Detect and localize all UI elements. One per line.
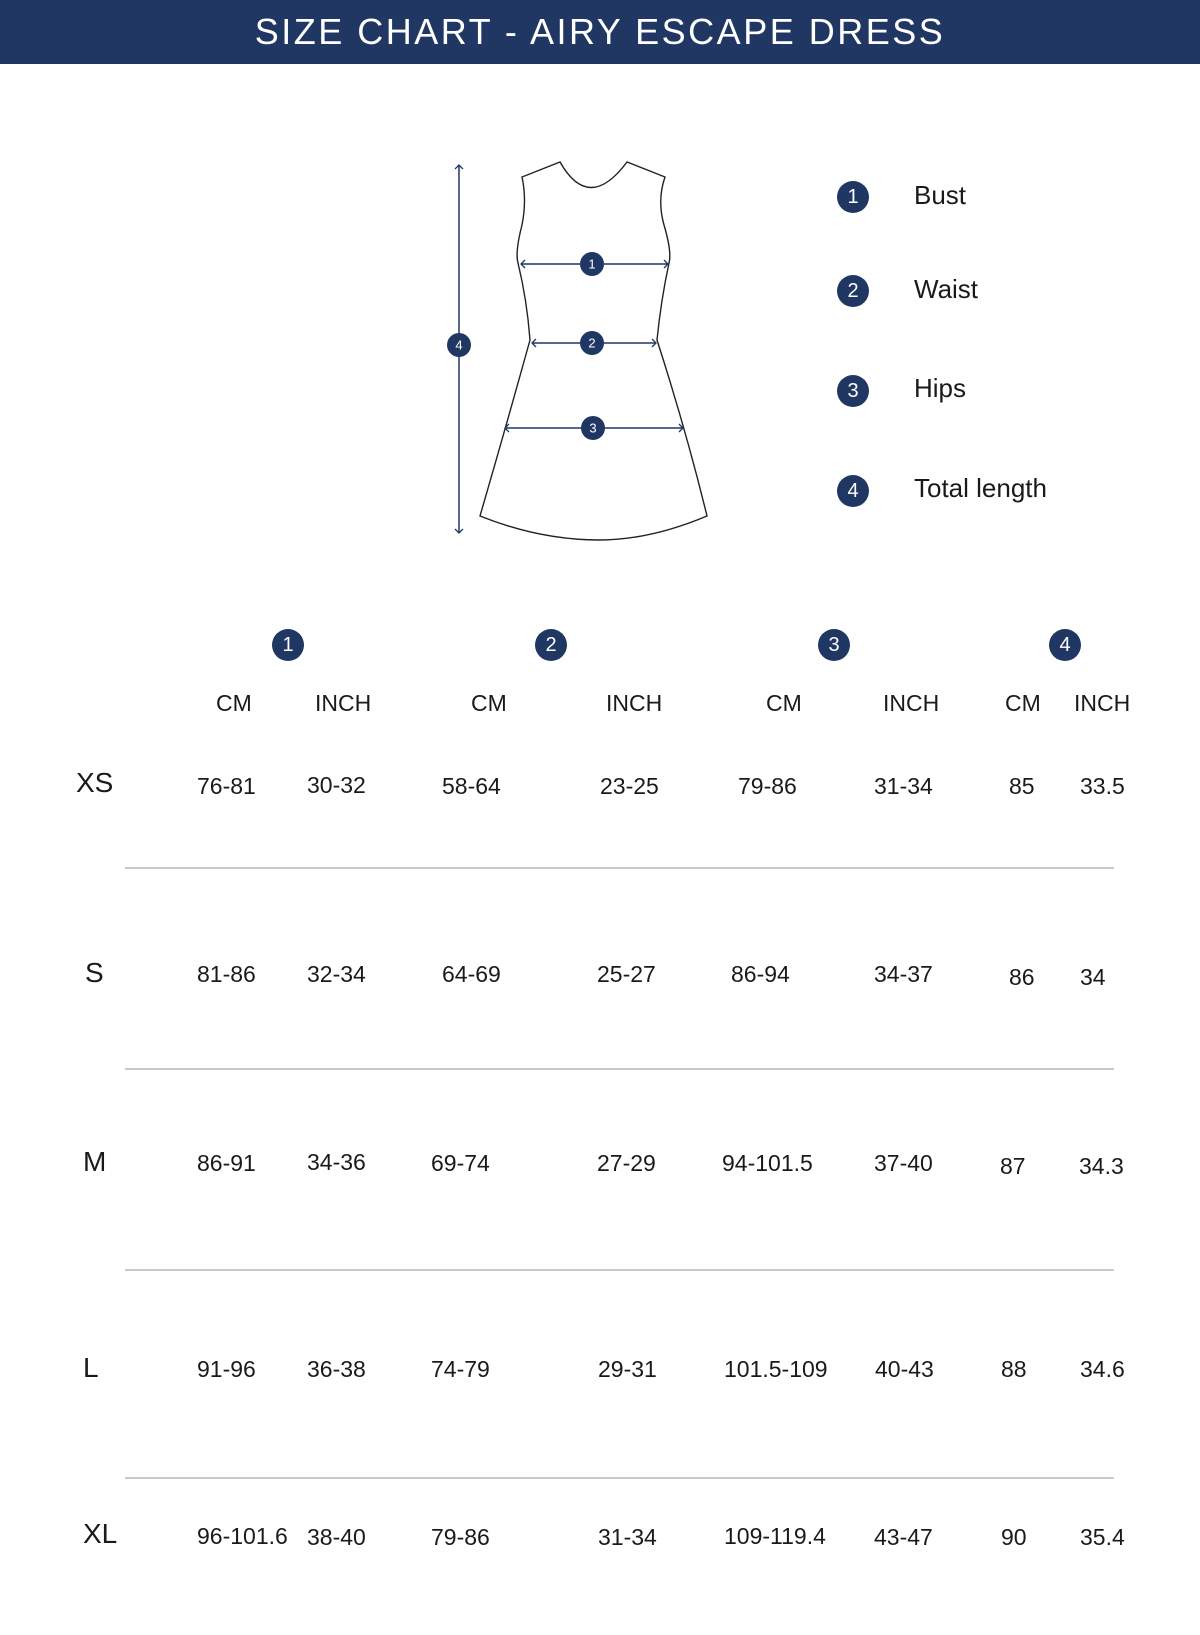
col-header-bust-inch: INCH [315, 690, 372, 716]
table-cell: 32-34 [307, 961, 366, 987]
table-cell: 40-43 [875, 1356, 934, 1382]
page-title: SIZE CHART - AIRY ESCAPE DRESS [254, 11, 946, 52]
legend-badge-waist: 2 [837, 275, 869, 307]
row-divider [125, 867, 1114, 869]
table-cell: 87 [1000, 1153, 1026, 1179]
table-cell: 91-96 [197, 1356, 256, 1382]
legend-label-length: Total length [914, 473, 1047, 503]
table-cell: 34 [1080, 964, 1106, 990]
row-divider [125, 1477, 1114, 1479]
table-cell: 34-37 [874, 961, 933, 987]
table-cell: 43-47 [874, 1524, 933, 1550]
size-label-xs: XS [76, 767, 114, 798]
row-divider [125, 1068, 1114, 1070]
table-cell: 76-81 [197, 773, 256, 799]
table-cell: 94-101.5 [722, 1150, 813, 1176]
table-cell: 64-69 [442, 961, 501, 987]
col-header-length-cm: CM [1005, 690, 1041, 716]
col-header-bust-cm: CM [216, 690, 252, 716]
table-cell: 79-86 [738, 773, 797, 799]
legend-label-bust: Bust [914, 180, 967, 210]
table-cell: 31-34 [598, 1524, 657, 1550]
table-cell: 69-74 [431, 1150, 490, 1176]
table-cell: 74-79 [431, 1356, 490, 1382]
table-cell: 88 [1001, 1356, 1027, 1382]
size-label-l: L [83, 1352, 99, 1383]
table-cell: 86-94 [731, 961, 790, 987]
table-cell: 31-34 [874, 773, 933, 799]
diagram-marker-hips [581, 416, 605, 440]
table-cell: 34.3 [1079, 1153, 1124, 1179]
col-header-hips-cm: CM [766, 690, 802, 716]
legend-label-hips: Hips [914, 373, 967, 403]
diagram-marker-bust [580, 252, 604, 276]
table-cell: 30-32 [307, 772, 366, 798]
svg-text:3: 3 [589, 420, 597, 436]
table-cell: 101.5-109 [724, 1356, 828, 1382]
table-cell: 109-119.4 [724, 1523, 826, 1549]
table-cell: 81-86 [197, 961, 256, 987]
size-label-xl: XL [83, 1518, 118, 1549]
table-cell: 90 [1001, 1524, 1027, 1550]
table-group-hips-badge: 3 [818, 629, 850, 661]
size-label-s: S [85, 957, 104, 988]
dress-diagram [420, 150, 740, 550]
legend-badge-hips: 3 [837, 375, 869, 407]
svg-text:1: 1 [588, 256, 596, 272]
table-cell: 85 [1009, 773, 1035, 799]
table-cell: 86-91 [197, 1150, 256, 1176]
legend-badge-length: 4 [837, 475, 869, 507]
legend-label-waist: Waist [914, 274, 979, 304]
table-cell: 29-31 [598, 1356, 657, 1382]
diagram-marker-waist [580, 331, 604, 355]
svg-text:2: 2 [588, 335, 596, 351]
table-cell: 23-25 [600, 773, 659, 799]
table-cell: 34.6 [1080, 1356, 1125, 1382]
table-cell: 36-38 [307, 1356, 366, 1382]
svg-text:4: 4 [455, 337, 463, 353]
col-header-waist-inch: INCH [606, 690, 663, 716]
diagram-marker-length [447, 333, 471, 357]
col-header-hips-inch: INCH [883, 690, 940, 716]
table-cell: 34-36 [307, 1149, 366, 1175]
table-group-waist-badge: 2 [535, 629, 567, 661]
col-header-length-inch: INCH [1074, 690, 1131, 716]
table-cell: 37-40 [874, 1150, 933, 1176]
legend-badge-bust: 1 [837, 181, 869, 213]
table-cell: 79-86 [431, 1524, 490, 1550]
table-cell: 96-101.6 [197, 1523, 288, 1549]
table-cell: 35.4 [1080, 1524, 1125, 1550]
table-group-length-badge: 4 [1049, 629, 1081, 661]
header-banner [0, 0, 1200, 64]
table-cell: 27-29 [597, 1150, 656, 1176]
size-label-m: M [83, 1146, 107, 1177]
table-cell: 38-40 [307, 1524, 366, 1550]
table-cell: 25-27 [597, 961, 656, 987]
table-group-bust-badge: 1 [272, 629, 304, 661]
table-cell: 86 [1009, 964, 1035, 990]
row-divider [125, 1269, 1114, 1271]
col-header-waist-cm: CM [471, 690, 507, 716]
table-cell: 33.5 [1080, 773, 1125, 799]
table-cell: 58-64 [442, 773, 501, 799]
